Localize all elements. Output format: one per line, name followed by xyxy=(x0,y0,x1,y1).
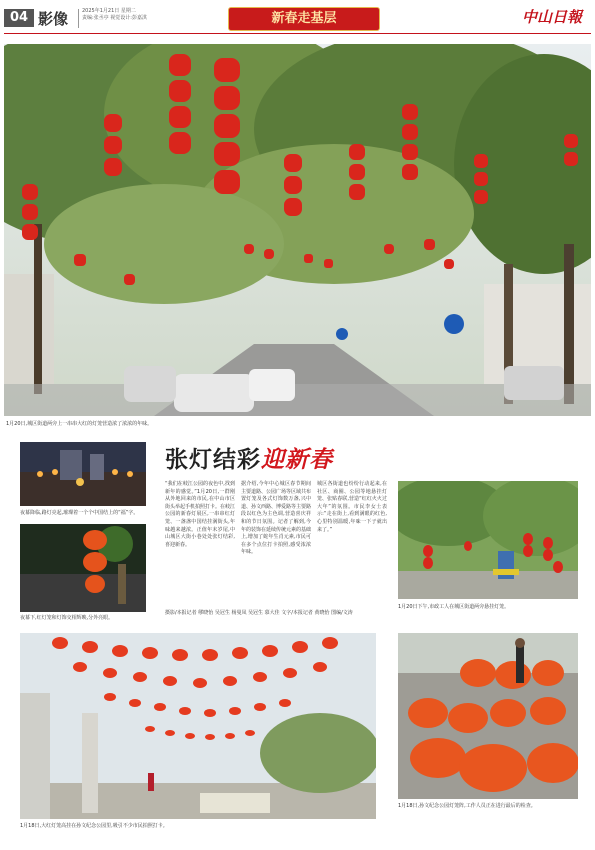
top-photo-caption: 1月20日,城区街道两旁上一串串大红的灯笼营造浓了浓浓的年味。 xyxy=(6,421,153,427)
left-photo-1-caption: 夜幕降临,路灯亮起,璀璨着一个个中国结上的“福”字。 xyxy=(20,510,139,516)
right-photo-1-caption: 1月20日下午,市政工人在城区街道两旁悬挂灯笼。 xyxy=(398,604,510,610)
column-banner: 新春走基层 xyxy=(228,7,380,31)
editor-line: 责编:张丞亭 视觉设计:彭嘉淇 xyxy=(82,15,147,21)
headline-red: 迎新春 xyxy=(261,446,333,473)
photo-credits: 摄影/本报记者 缪晓怡 吴冠生 杨曼凤 吴冠生 慕大佳 文字/本报记者 黄晓怡 图编/文涛 xyxy=(165,610,353,616)
newspaper-masthead: 中山日報 xyxy=(522,8,583,26)
story-column-3: 城区各街道也纷纷行动起来,在社区、商圈、公园等地悬挂灯笼、张贴春联,营造“红红火火过大年”的氛围。市民李女士表示:“走在街上,看到满眼的红色,心里特别温暖,年味一下子就出来了。” xyxy=(317,481,387,533)
right-photo-2-caption: 1月18日,孙文纪念公园灯笼阵,工作人员正在进行最后的检查。 xyxy=(398,803,536,809)
left-photo-2-caption: 夜幕下,红灯笼和灯饰交相辉映,分外亮眼。 xyxy=(20,615,114,621)
bottom-photo-caption: 1月18日,大红灯笼高挂在孙文纪念公园里,吸引不少市民拍照打卡。 xyxy=(20,823,168,829)
header-date xyxy=(82,8,222,22)
right-photo-hanging-lanterns xyxy=(398,481,578,599)
right-photo-lantern-inspection xyxy=(398,633,578,799)
headline-black: 张灯结彩 xyxy=(165,446,261,473)
story-column-2: 据介绍,今年中心城区春节期间主要道路、公园广场等区域共布置灯笼及各式灯饰数万盏,兴中道、孙文西路、博爱路等主要路段以红色为主色调,营造喜庆祥和的节日氛围。记者了解到,今年的装饰在延续传统元素的基础上,增加了蛇年生肖元素,市民可在多个点位打卡拍照,感受浓浓年味。 xyxy=(241,481,312,556)
left-photo-night-lanterns xyxy=(20,524,146,612)
header-rule xyxy=(4,33,591,34)
story-headline xyxy=(165,441,333,474)
left-photo-night-street xyxy=(20,442,146,506)
section-title: 影像 xyxy=(38,10,69,28)
top-photo-lantern-street xyxy=(4,44,591,416)
page-number: 04 xyxy=(4,9,34,27)
story-column-1: “我们在岐江公园的夜色中,找到新年的感觉。”1月20日,一群刚从外地回来的市民,在中山市区街头举起手机拍照打卡。在岐江公园的新春灯展区,一串串红灯笼、一盏盏中国结挂满街头,年味越来越浓。正值年末岁尾,中山城区大街小巷处处张灯结彩,喜迎新春。 xyxy=(165,481,236,548)
page-header xyxy=(0,0,595,34)
bottom-photo-lantern-canopy xyxy=(20,633,376,819)
date-line: 2025年1月21日 星期二 xyxy=(82,8,136,14)
header-divider xyxy=(78,9,79,28)
